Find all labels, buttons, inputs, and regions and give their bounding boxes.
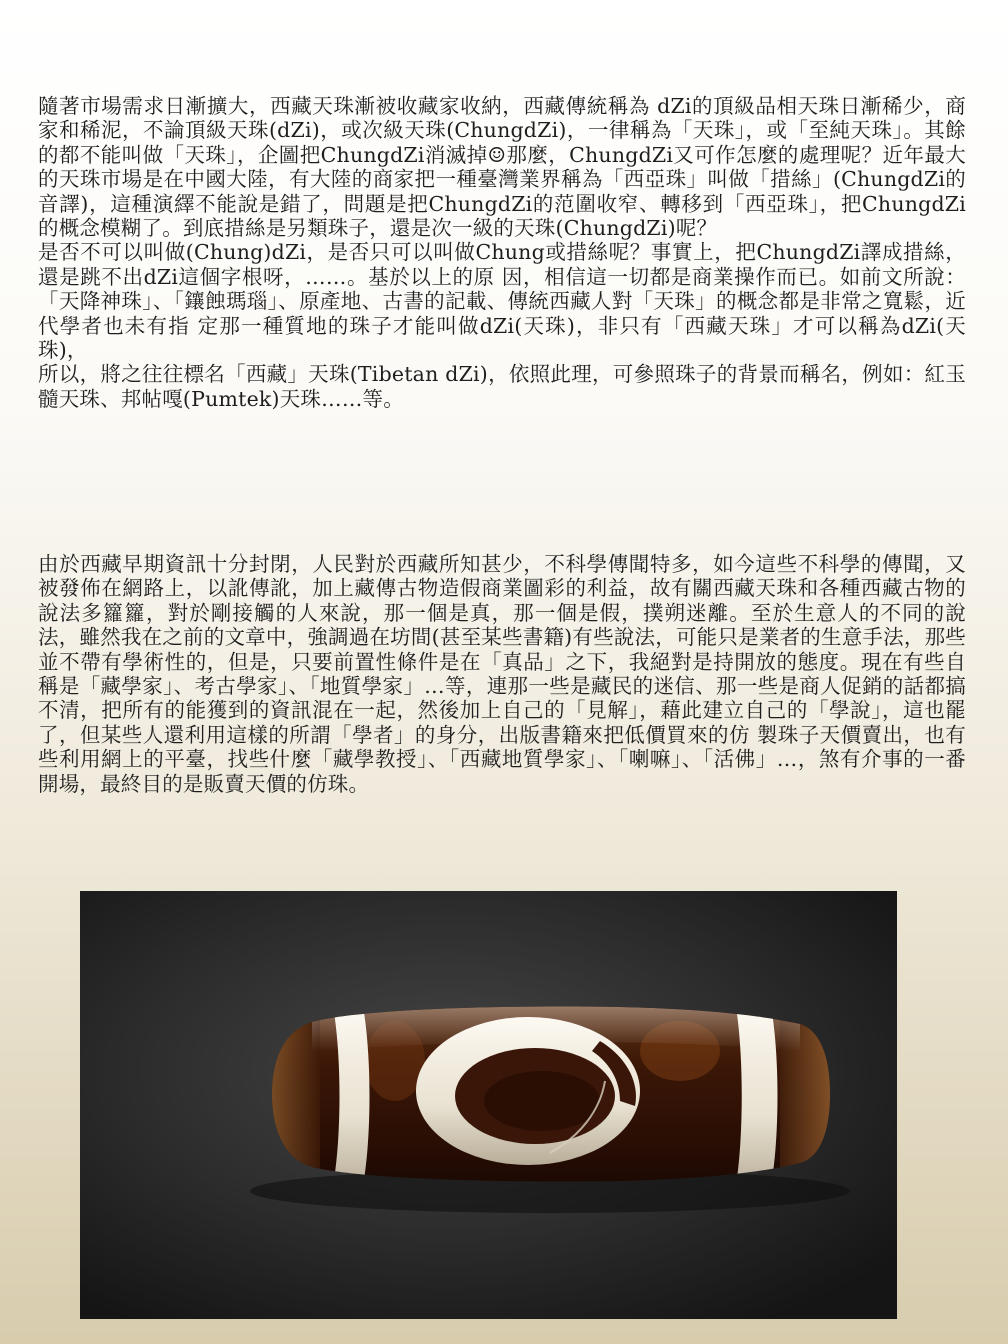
article-section-2 <box>38 552 966 796</box>
paragraph: 由於西藏早期資訊十分封閉，人民對於西藏所知甚少，不科學傳聞特多，如今這些不科學的傳聞，又被發佈在網路上，以訛傳訛，加上藏傳古物造假商業圖彩的利益，故有關西藏天珠和各種西藏古物的說法多籮籮，對於剛接觸的人來說，那一個是真，那一個是假，撲朔迷離。至於生意人的不同的說法，雖然我在之前的文章中，強調過在坊間(甚至某些書籍)有些說法，可能只是業者的生意手法，那些並不帶有學術性的，但是，只要前置性條件是在「真品」之下，我絕對是持開放的態度。現在有些自稱是「藏學家」、考古學家」、「地質學家」…等，連那一些是藏民的迷信、那一些是商人促銷的話都搞不清，把所有的能獲到的資訊混在一起，然後加上自己的「見解」，藉此建立自己的「學說」，這也罷了，但某些人還利用這樣的所謂「學者」的身分，出版書籍來把低價買來的仿 製珠子天價賣出，也有些利用網上的平臺，找些什麼「藏學教授」、「西藏地質學家」、「喇嘛」、「活佛」…，煞有介事的一番開場，最終目的是販賣天價的仿珠。 <box>38 552 966 796</box>
paragraph: 隨著市場需求日漸擴大，西藏天珠漸被收藏家收納，西藏傳統稱為 dZi的頂級品相天珠日漸稀少，商家和稀泥，不論頂級天珠(dZi)，或次級天珠(ChungdZi)，一律稱為「天珠」，或「至純天珠」。其餘的都不能叫做「天珠」，企圖把ChungdZi消滅掉☺那麼，ChungdZi又可作怎麼的處理呢？近年最大的天珠市場是在中國大陸，有大陸的商家把一種臺灣業界稱為「西亞珠」叫做「措絲」(ChungdZi的音譯)，這種演繹不能說是錯了，問題是把ChungdZi的范圍收窄、轉移到「西亞珠」，把ChungdZi的概念模糊了。到底措絲是另類珠子，還是次一級的天珠(ChungdZi)呢？ <box>38 94 966 241</box>
dzi-bead-photo <box>80 891 897 1319</box>
article-section-1 <box>38 94 966 411</box>
paragraph: 所以，將之往往標名「西藏」天珠(Tibetan dZi)，依照此理，可參照珠子的背景而稱名，例如：紅玉髓天珠、邦帖嘎(Pumtek)天珠……等。 <box>38 362 966 411</box>
paragraph: 是否不可以叫做(Chung)dZi，是否只可以叫做Chung或措絲呢？事實上，把ChungdZi譯成措絲，還是跳不出dZi這個字根呀，……。基於以上的原 因，相信這一切都是商業操作而已。如前文所說：「天降神珠」、「鑲蝕瑪瑙」、原產地、古書的記載、傳統西藏人對「天珠」的概念都是非常之寬鬆，近代學者也未有指 定那一種質地的珠子才能叫做dZi(天珠)，非只有「西藏天珠」才可以稱為dZi(天珠)， <box>38 240 966 363</box>
